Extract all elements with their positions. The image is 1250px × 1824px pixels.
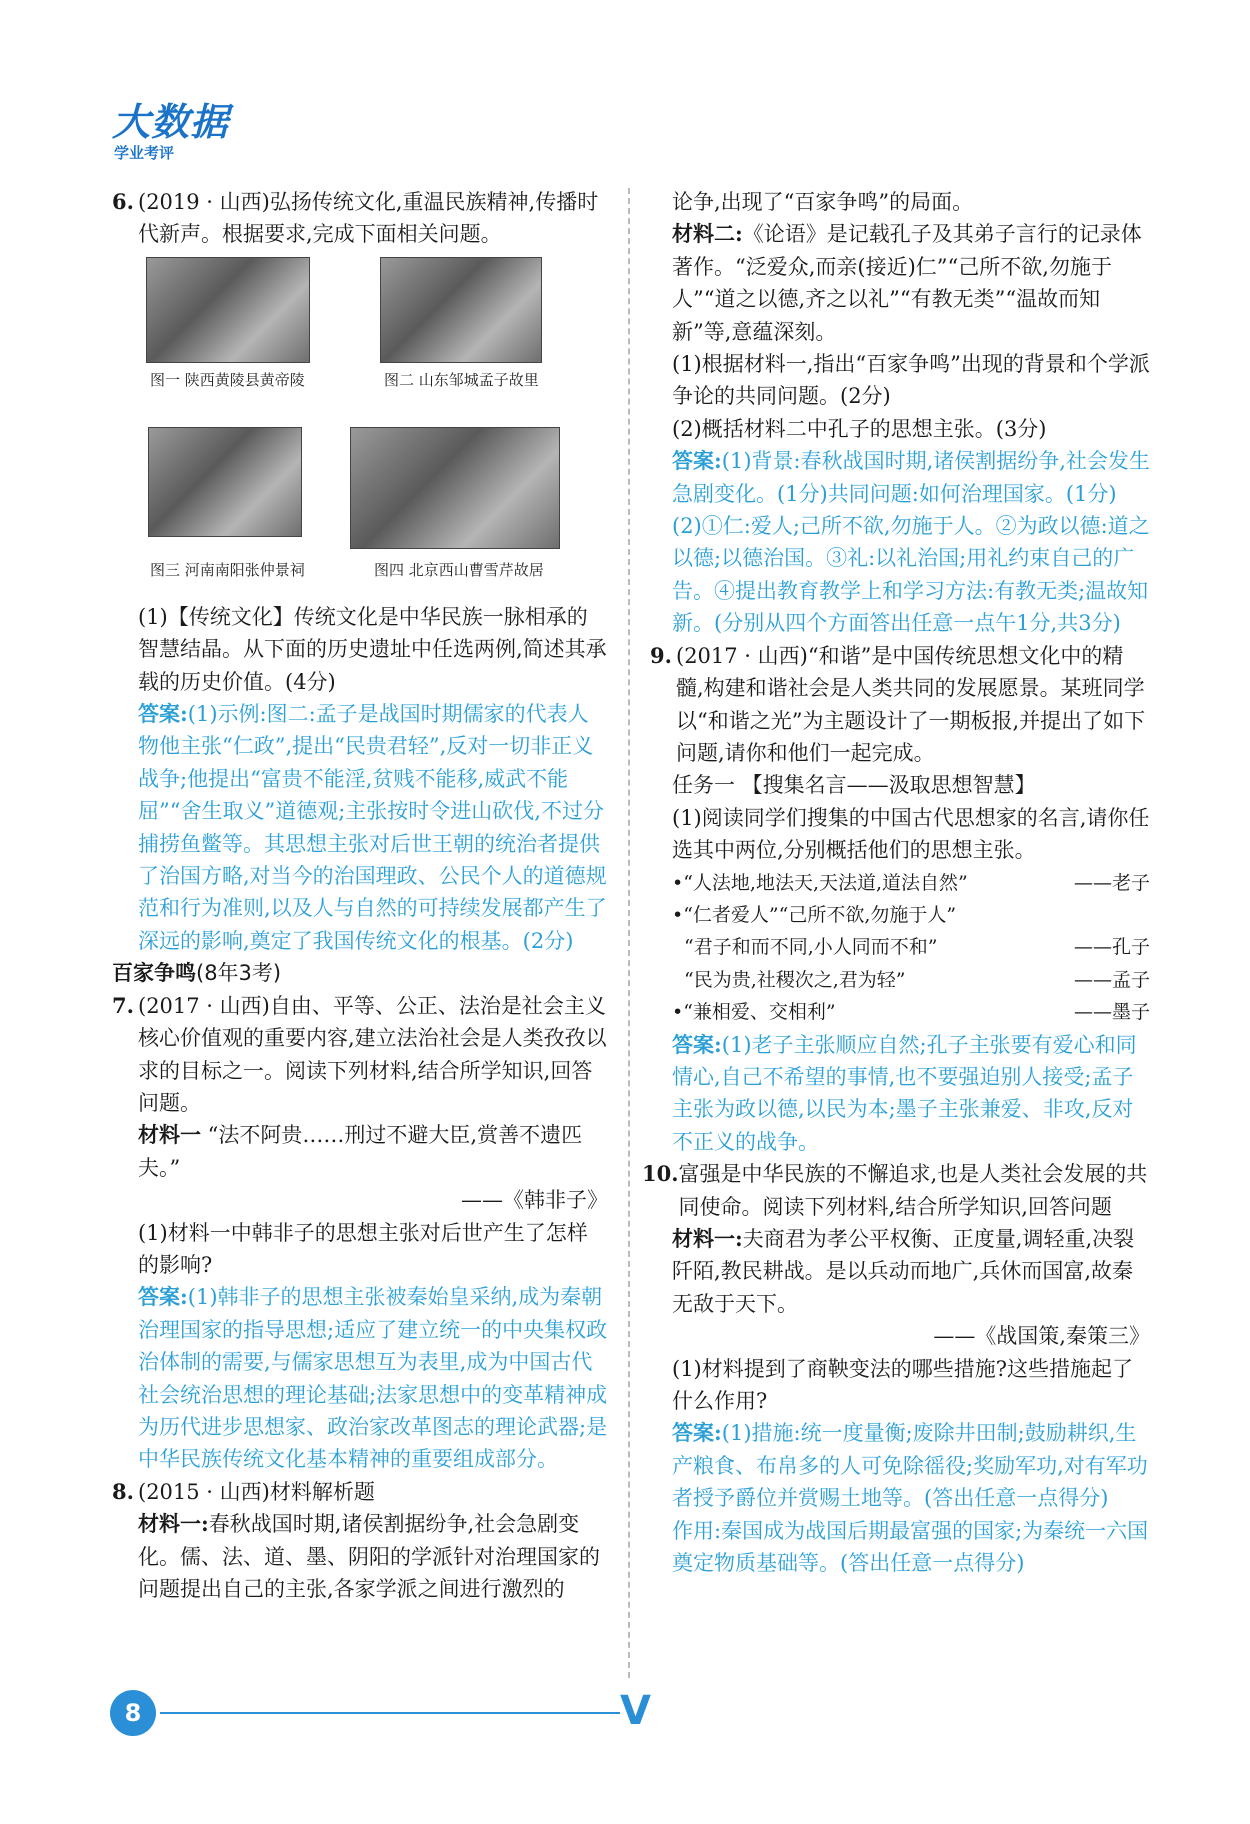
q10-material: 材料一:夫商君为孝公平权衡、正度量,调轻重,决裂阡陌,教民耕战。是以兵动而地广,兵休而国富,故秦无敌于天下。 — [672, 1226, 1135, 1316]
caption-4: 图四 北京西山曹雪芹故居 — [374, 560, 544, 579]
photo-mencius-hometown — [380, 257, 542, 363]
question-stem: 富强是中华民族的不懈追求,也是人类社会发展的共同使命。阅读下列材料,结合所学知识,回答问题 — [678, 1162, 1148, 1219]
q9-quotes — [672, 867, 1150, 1029]
question-stem: (2017 · 山西)“和谐”是中国传统思想文化中的精髓,构建和谐社会是人类共同的发展愿景。某班同学以“和谐之光”为主题设计了一期板报,并提出了如下问题,请你和他们一起完成。 — [676, 643, 1146, 765]
quote-row: •“仁者爱人”“己所不欲,勿施于人” — [672, 903, 957, 926]
q10-sub1: (1)材料提到了商鞅变法的哪些措施?这些措施起了什么作用? — [672, 1356, 1134, 1414]
q6-sub1: (1)【传统文化】传统文化是中华民族一脉相承的智慧结晶。从下面的历史遗址中任选两例,简述其承载的历史价值。(4分) — [138, 604, 607, 694]
question-number: 9. — [650, 642, 672, 668]
q9-sub1: (1)阅读同学们搜集的中国古代思想家的名言,请你任选其中两位,分别概括他们的思想主张。 — [672, 805, 1150, 863]
photo-huangdi-mausoleum — [146, 257, 310, 363]
q9-answer: 答案:(1)老子主张顺应自然;孔子主张要有爱心和同情心,自己不希望的事情,也不要强迫别人接受;孟子主张为政以德,以民为本;墨子主张兼爱、非攻,反对不正义的战争。 — [672, 1031, 1137, 1154]
q8-material-1-cont: 论争,出现了“百家争鸣”的局面。 — [672, 190, 974, 214]
q8-sub1: (1)根据材料一,指出“百家争鸣”出现的背景和个学派争论的共同问题。(2分) — [672, 352, 1150, 409]
q10-answer-effect: 作用:秦国成为战国后期最富强的国家;为秦统一六国奠定物质基础等。(答出任意一点得分) — [672, 1518, 1149, 1576]
question-stem: (2019 · 山西)弘扬传统文化,重温民族精神,传播时代新声。根据要求,完成下面相关问题。 — [138, 190, 599, 247]
footer-v-mark: V — [620, 1688, 651, 1734]
q9-task: 任务一 【搜集名言——汲取思想智慧】 — [672, 773, 1036, 798]
q7-answer: 答案:(1)韩非子的思想主张被秦始皇采纳,成为秦朝治理国家的指导思想;适应了建立统一的中央集权政治体制的需要,与儒家思想互为表里,成为中国古代社会统治思想的理论基础;法家思想中的变革精神成为历代进步思想家、政治家改革图志的理论武器;是中华民族传统文化基本精神的重要组成部分。 — [138, 1284, 608, 1472]
left-column — [112, 186, 608, 1605]
photo-grid — [112, 251, 608, 601]
question-number: 6. — [112, 189, 134, 214]
q8-sub2: (2)概括材料二中孔子的思想主张。(3分) — [672, 416, 1047, 441]
page-number: 8 — [110, 1690, 156, 1736]
column-divider — [628, 188, 630, 1678]
question-number: 8. — [112, 1478, 134, 1504]
photo-zhang-zhongjing-temple — [148, 427, 302, 537]
caption-2: 图二 山东邹城孟子故里 — [384, 370, 539, 389]
quote-row: “民为贵,社稷次之,君为轻” ——孟子 — [684, 968, 1150, 991]
q8-material-1: 材料一:春秋战国时期,诸侯割据纷争,社会急剧变化。儒、法、道、墨、阴阳的学派针对治理国家的问题提出自己的主张,各家学派之间进行激烈的 — [138, 1511, 600, 1601]
question-8 — [112, 1476, 608, 1508]
question-number: 7. — [112, 992, 134, 1018]
brand-logo — [112, 100, 252, 170]
footer-line — [160, 1712, 620, 1714]
question-stem: (2017 · 山西)自由、平等、公正、法治是社会主义核心价值观的重要内容,建立法治社会是人类孜孜以求的目标之一。阅读下列材料,结合所学知识,回答问题。 — [138, 993, 607, 1115]
question-number: 10. — [642, 1161, 679, 1187]
q6-answer: 答案:(1)示例:图二:孟子是战国时期儒家的代表人物他主张“仁政”,提出“民贵君轻”,反对一切非正义战争;他提出“富贵不能淫,贫贱不能移,威武不能屈”“舍生取义”道德观;主张按时令进山砍伐,不过分捕捞鱼鳖等。其思想主张对后世王朝的统治者提供了治国方略,对当今的治国理政、公民个人的道德规范和行为准则,以及人与自然的可持续发展都产生了深远的影响,奠定了我国传统文化的根基。(2分) — [138, 701, 607, 953]
q8-answer: 答案:(1)背景:春秋战国时期,诸侯割据纷争,社会发生急剧变化。(1分)共同问题:如何治理国家。(1分)(2)①仁:爱人;己所不欲,勿施于人。②为政以德:道之以德;以德治国。③礼:以礼治国;用礼约束自己的广告。④提出教育教学上和学习方法:有教无类;温故知新。(分别从四个方面答出任意一点午1分,共3分) — [672, 448, 1150, 636]
quote-row: •“人法地,地法天,天法道,道法自然” ——老子 — [672, 871, 1150, 894]
q7-material: 材料一 “法不阿贵……刑过不避大臣,赏善不遗匹夫。” — [138, 1122, 583, 1180]
question-9 — [650, 640, 1150, 770]
right-column — [642, 186, 1150, 1579]
caption-1: 图一 陕西黄陵县黄帝陵 — [150, 370, 305, 389]
q10-answer: 答案:(1)措施:统一度量衡;废除井田制;鼓励耕织,生产粮食、布帛多的人可免除徭役;奖励军功,对有军功者授予爵位并赏赐土地等。(答出任意一点得分) — [672, 1420, 1148, 1511]
question-10 — [642, 1158, 1150, 1223]
question-6 — [112, 186, 608, 251]
photo-cao-xueqin-residence — [350, 427, 560, 549]
logo-sub: 学业考评 — [114, 144, 175, 162]
question-7 — [112, 990, 608, 1120]
q7-source: ——《韩非子》 — [461, 1188, 608, 1213]
question-stem: (2015 · 山西)材料解析题 — [138, 1479, 375, 1504]
q7-sub1: (1)材料一中韩非子的思想主张对后世产生了怎样的影响? — [138, 1220, 588, 1277]
quote-row: “君子和而不同,小人同而不和” ——孔子 — [684, 936, 1150, 959]
quote-row: •“兼相爱、交相利” ——墨子 — [672, 1001, 1150, 1024]
q10-source: ——《战国策,秦策三》 — [933, 1324, 1150, 1349]
logo-main: 大数据 — [112, 100, 230, 144]
q8-material-2: 材料二:《论语》是记载孔子及其弟子言行的记录体著作。“泛爱众,而亲(接近)仁”“己所不欲,勿施于人”“道之以德,齐之以礼”“有教无类”“温故而知新”等,意蕴深刻。 — [672, 221, 1142, 344]
section-heading: 百家争鸣(8年3考) — [112, 961, 282, 986]
caption-3: 图三 河南南阳张仲景祠 — [150, 560, 305, 579]
